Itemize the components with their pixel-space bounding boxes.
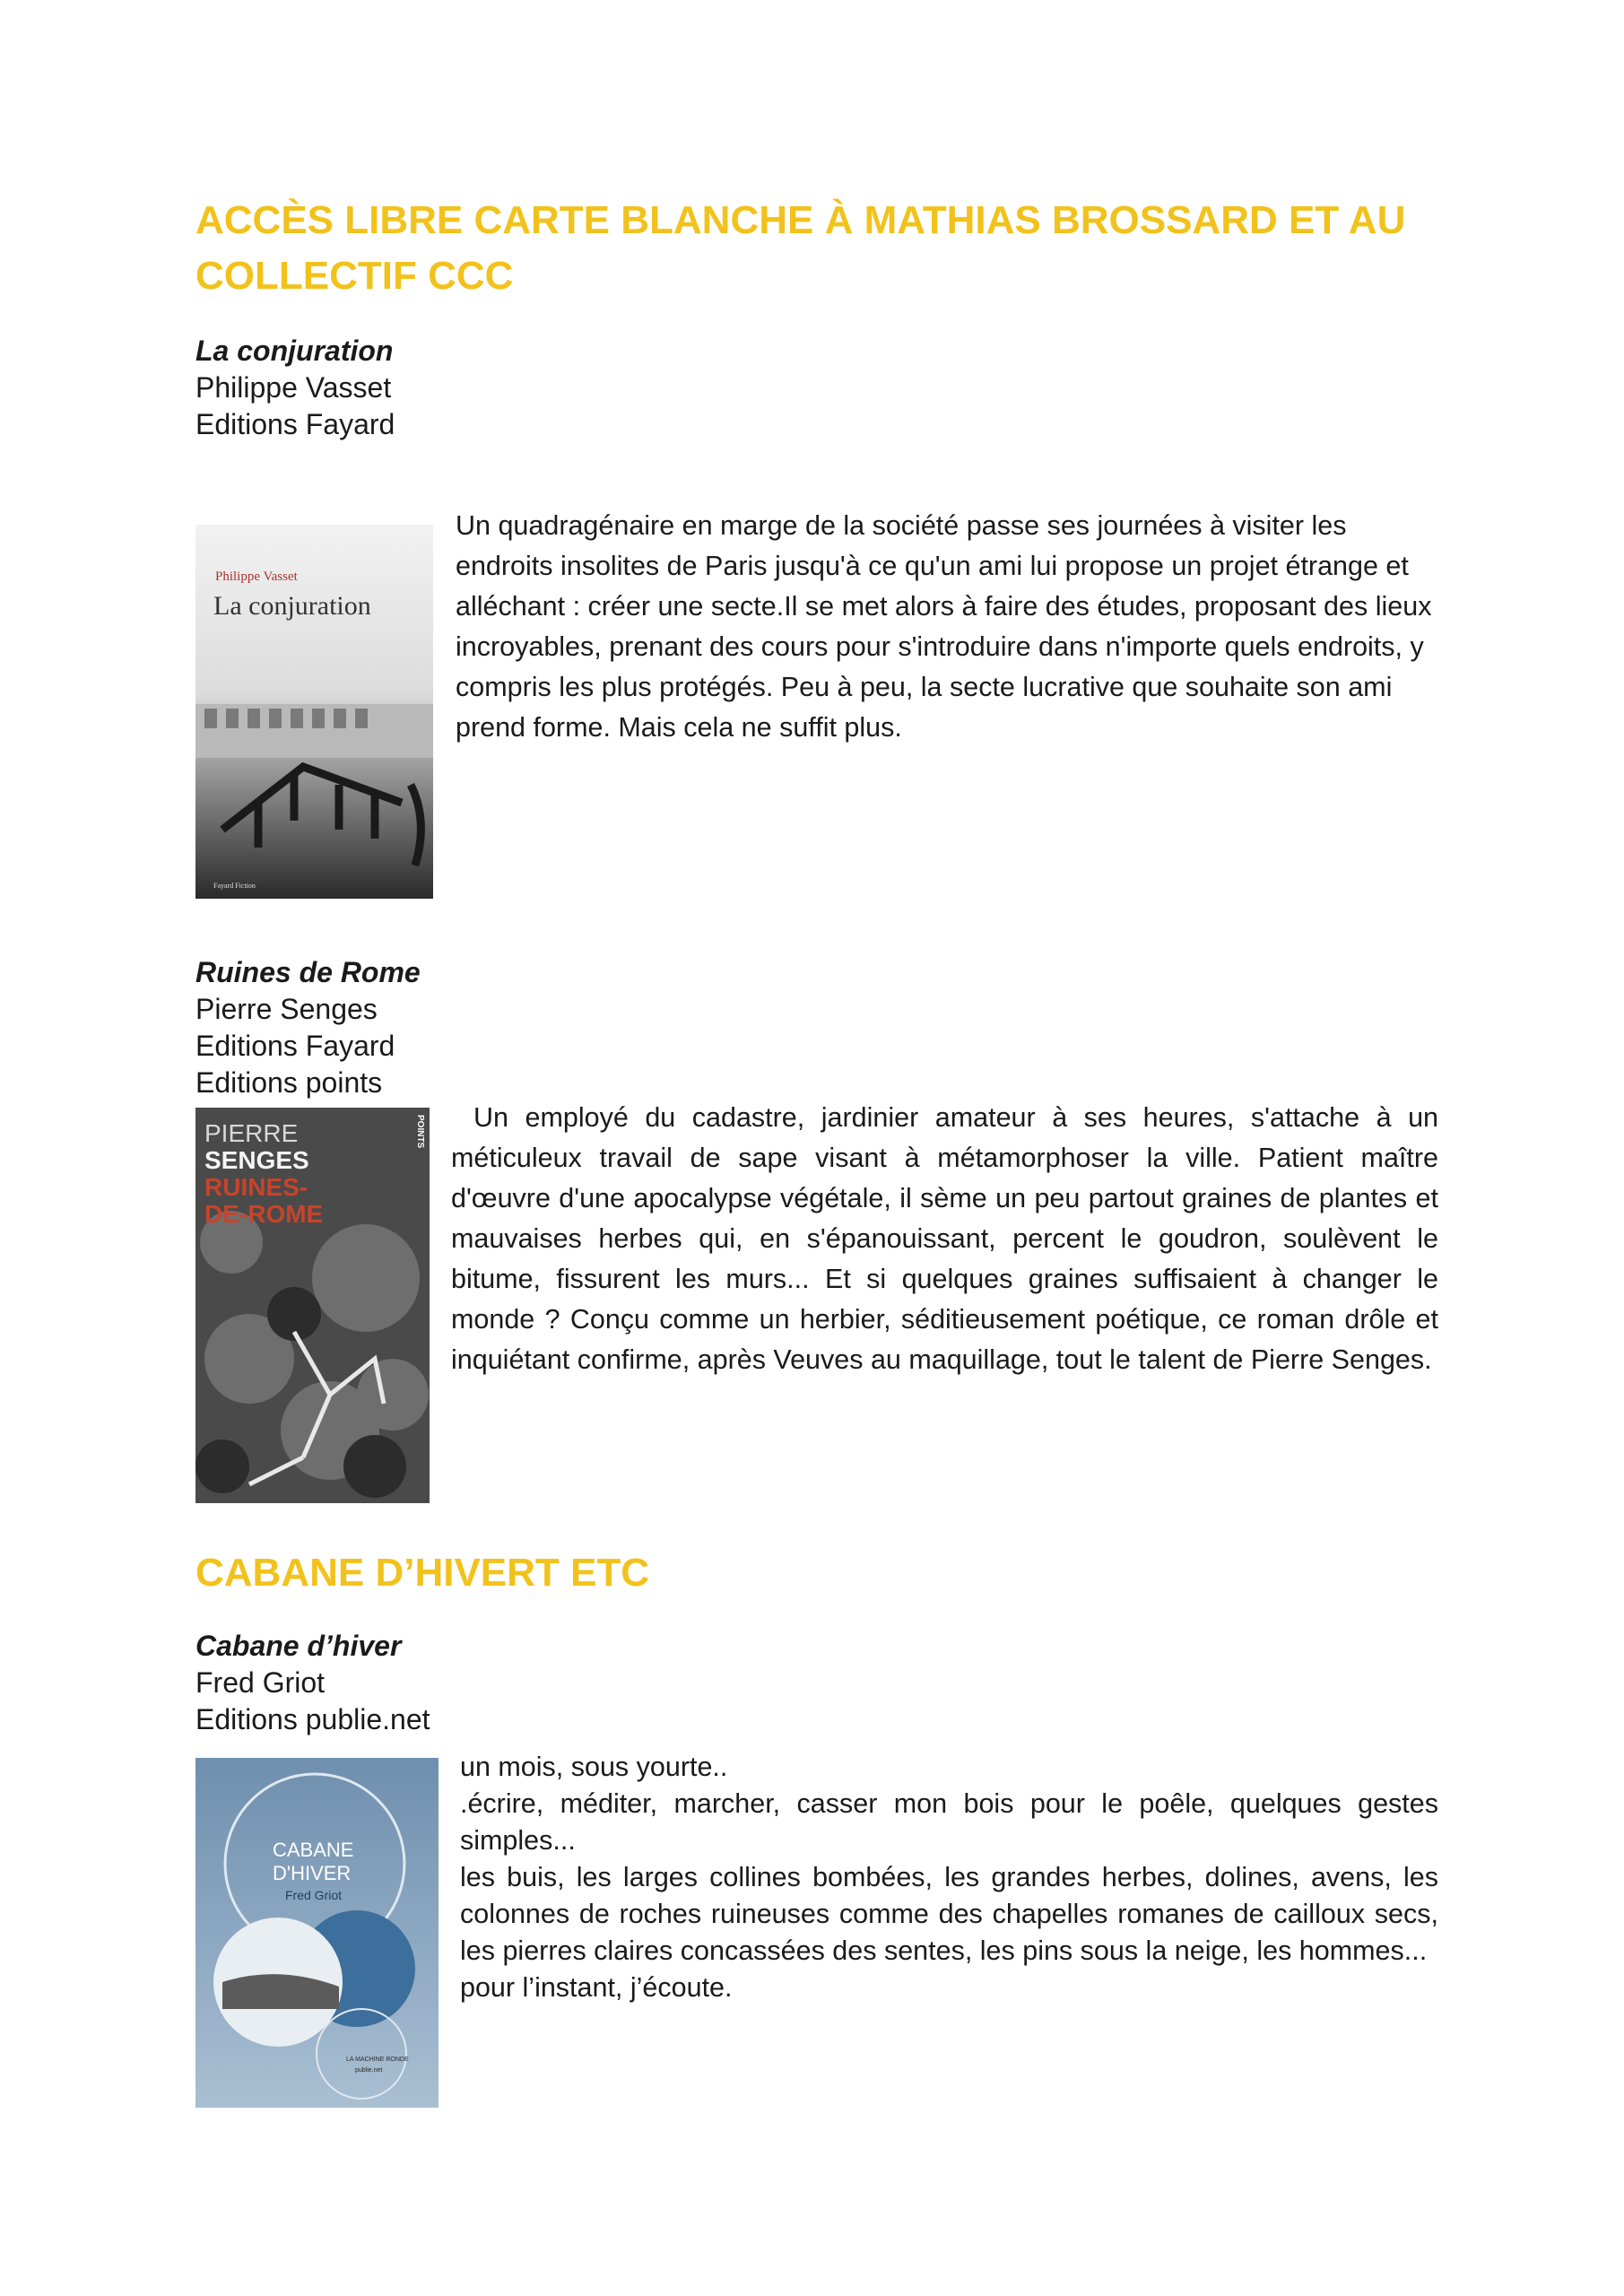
cover-title: La conjuration: [213, 591, 371, 621]
book-meta: [195, 954, 421, 1101]
book-cover-image: [195, 1758, 439, 2108]
cover-author: SENGES: [204, 1146, 309, 1174]
cover-imprint: POINTS: [415, 1115, 425, 1149]
book-description: [460, 1749, 1438, 2006]
cover-author: Fred Griot: [285, 1888, 343, 1902]
description-line: .écrire, méditer, marcher, casser mon bois pour le poêle, quelques gestes simples...: [460, 1788, 1438, 1856]
cover-imprint: Fayard Fiction: [213, 882, 256, 890]
cover-imprint: publie.net: [355, 2067, 383, 2074]
book-publisher: Editions publie.net: [195, 1703, 430, 1735]
section-heading: ACCÈS LIBRE CARTE BLANCHE À MATHIAS BROSSARD ET AU COLLECTIF CCC: [195, 198, 1406, 298]
description-line: les buis, les larges collines bombées, les grandes herbes, dolines, avens, les colonnes de roches ruineuses comme des chapelles romanes de cailloux secs, les pierres claires concassées des sentes, les pins sous la neige, les hommes...: [460, 1862, 1438, 1966]
book-description: Un quadragénaire en marge de la société passe ses journées à visiter les endroits insolites de Paris jusqu'à ce qu'un ami lui propose un projet étrange et alléchant : créer une secte.Il se met alors à faire des études, proposant des lieux incroyables, prenant des cours pour s'introduire dans n'importe quels endroits, y compris les plus protégés. Peu à peu, la secte lucrative que souhaite son ami prend forme. Mais cela ne suffit plus.: [456, 510, 1432, 743]
description-line: pour l’instant, j’écoute.: [460, 1972, 733, 2003]
cover-title: D'HIVER: [273, 1862, 352, 1884]
book-author: Fred Griot: [195, 1666, 326, 1699]
book-publisher: Editions Fayard: [195, 1030, 395, 1062]
book-publisher: Editions points: [195, 1066, 383, 1099]
cover-imprint: LA MACHINE RONDE: [346, 2057, 409, 2063]
cover-author: PIERRE: [204, 1119, 299, 1147]
book-description: Un employé du cadastre, jardinier amateur à ses heures, s'attache à un méticuleux travail de sape visant à métamorphoser la ville. Patient maître d'œuvre d'une apocalypse végétale, il sème un peu partout graines de plantes et mauvaises herbes qui, en s'épanouissant, percent le goudron, soulèvent le bitume, fissurent les murs... Et si quelques graines suffisaient à changer le monde ? Conçu comme un herbier, séditieusement poétique, ce roman drôle et inquiétant confirme, après Veuves au maquillage, tout le talent de Pierre Senges.: [451, 1102, 1438, 1375]
book-title: La conjuration: [195, 335, 394, 367]
book-meta: [195, 333, 395, 443]
book-author: Pierre Senges: [195, 993, 378, 1025]
book-meta: [195, 1628, 430, 1738]
book-publisher: Editions Fayard: [195, 408, 395, 440]
description-line: un mois, sous yourte..: [460, 1752, 728, 1782]
cover-title: DE-ROME: [204, 1200, 324, 1228]
book-cover-image: [195, 525, 433, 899]
cover-title: RUINES-: [204, 1173, 308, 1201]
book-title: Ruines de Rome: [195, 956, 421, 988]
book-cover-image: [195, 1108, 430, 1503]
book-author: Philippe Vasset: [195, 371, 392, 404]
section-heading: CABANE D’HIVERT ETC: [195, 1551, 650, 1595]
cover-title: CABANE: [273, 1839, 354, 1861]
book-title: Cabane d’hiver: [195, 1630, 402, 1662]
cover-author: Philippe Vasset: [215, 570, 298, 584]
